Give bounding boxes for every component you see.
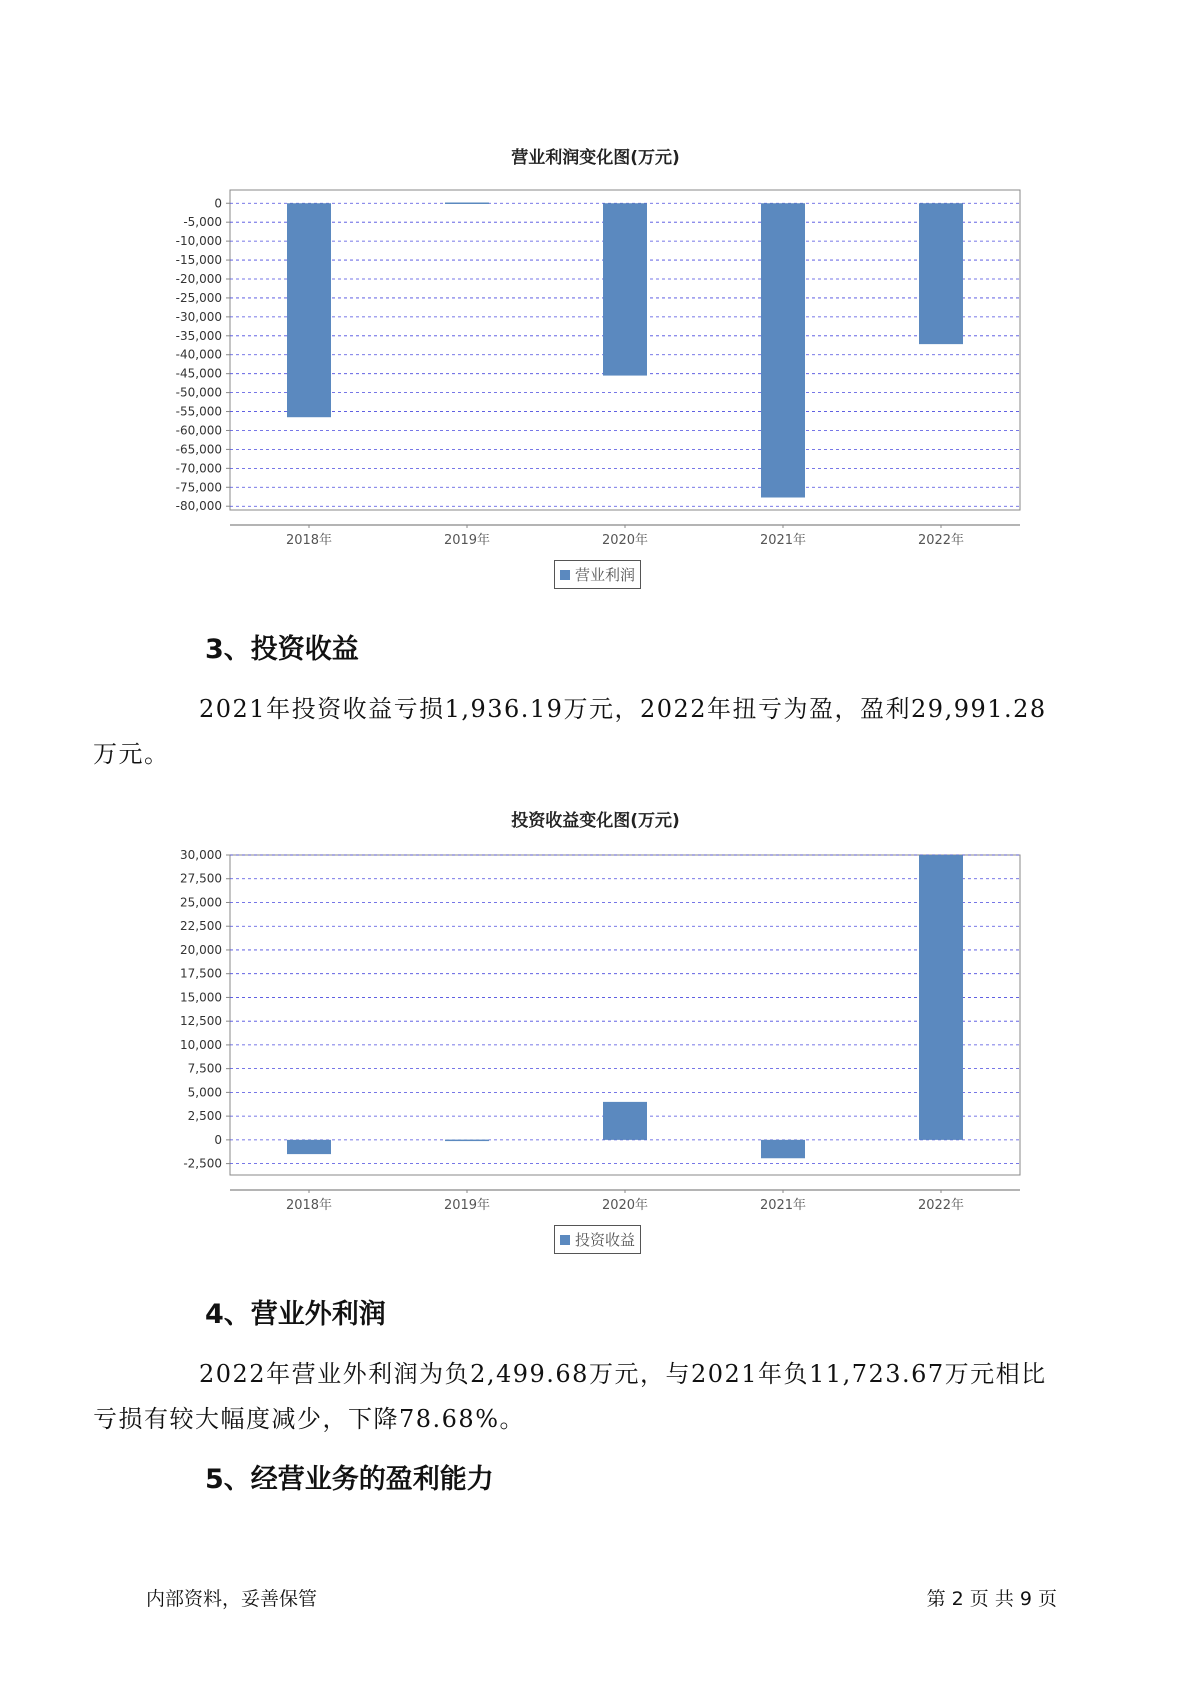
section-4-line2: 亏损有较大幅度减少，下降78.68%。 — [93, 1405, 526, 1433]
chart2-title: 投资收益变化图(万元) — [511, 811, 680, 831]
y-tick-label: -45,000 — [175, 366, 222, 381]
bar-2022年 — [919, 203, 963, 344]
y-tick-label: 0 — [214, 196, 222, 211]
x-tick-label: 2019年 — [443, 1198, 491, 1213]
footer-page-number: 第 2 页 共 9 页 — [926, 1588, 1057, 1610]
y-tick-label: 30,000 — [180, 848, 222, 862]
y-tick-label: -75,000 — [175, 480, 222, 495]
section-4-heading: 4、营业外利润 — [205, 1299, 386, 1330]
section-3-heading: 3、投资收益 — [205, 634, 359, 665]
y-tick-label: 15,000 — [180, 990, 222, 1005]
x-tick-label: 2020年 — [601, 533, 649, 548]
section-3-line1: 2021年投资收益亏损1,936.19万元，2022年扭亏为盈，盈利29,991.28 — [199, 695, 1047, 723]
bar-2021年 — [761, 1140, 805, 1158]
section-3-line2: 万元。 — [93, 740, 170, 768]
y-tick-label: -55,000 — [175, 404, 222, 419]
bar-2021年 — [761, 203, 805, 497]
x-tick-label: 2021年 — [759, 533, 807, 548]
x-tick-label: 2018年 — [285, 1198, 333, 1213]
y-tick-label: -2,500 — [183, 1156, 222, 1171]
y-tick-label: -15,000 — [175, 253, 222, 268]
section-4-line1: 2022年营业外利润为负2,499.68万元，与2021年负11,723.67万元相比 — [199, 1360, 1047, 1388]
y-tick-label: 25,000 — [180, 895, 222, 910]
legend-swatch-icon — [560, 570, 570, 580]
y-tick-label: 20,000 — [180, 942, 222, 957]
chart2-legend-label: 投资收益 — [575, 1231, 636, 1249]
x-tick-label: 2021年 — [759, 1198, 807, 1213]
section-4-paragraph — [93, 1352, 1061, 1442]
y-tick-label: 12,500 — [180, 1014, 222, 1029]
legend-swatch-icon — [560, 1235, 570, 1245]
y-tick-label: -60,000 — [175, 423, 222, 438]
y-tick-label: -40,000 — [175, 347, 222, 362]
bar-2022年 — [919, 855, 963, 1140]
y-tick-label: -25,000 — [175, 290, 222, 305]
bar-2019年 — [445, 202, 489, 204]
investment-income-chart — [150, 845, 1030, 1215]
bar-2020年 — [603, 203, 647, 375]
chart1-legend — [554, 560, 641, 589]
y-tick-label: -80,000 — [175, 499, 222, 514]
y-tick-label: 2,500 — [187, 1109, 222, 1124]
footer-confidential: 内部资料，妥善保管 — [146, 1588, 318, 1610]
bar-2018年 — [287, 203, 331, 417]
y-tick-label: -50,000 — [175, 385, 222, 400]
bar-2019年 — [445, 1140, 489, 1142]
chart1-legend-label: 营业利润 — [575, 566, 636, 584]
operating-profit-chart — [150, 180, 1030, 550]
y-tick-label: -10,000 — [175, 234, 222, 249]
y-tick-label: -35,000 — [175, 328, 222, 343]
bar-2020年 — [603, 1102, 647, 1140]
x-tick-label: 2018年 — [285, 533, 333, 548]
chart2-legend — [554, 1225, 641, 1254]
section-3-paragraph — [93, 687, 1061, 777]
y-tick-label: -70,000 — [175, 461, 222, 476]
x-tick-label: 2022年 — [917, 1198, 965, 1213]
y-tick-label: 27,500 — [180, 871, 222, 886]
bar-2018年 — [287, 1140, 331, 1154]
y-tick-label: -20,000 — [175, 271, 222, 286]
x-tick-label: 2019年 — [443, 533, 491, 548]
x-tick-label: 2020年 — [601, 1198, 649, 1213]
x-tick-label: 2022年 — [917, 533, 965, 548]
y-tick-label: 22,500 — [180, 919, 222, 934]
y-tick-label: -65,000 — [175, 442, 222, 457]
y-tick-label: 7,500 — [187, 1061, 222, 1076]
chart1-title: 营业利润变化图(万元) — [511, 148, 680, 168]
section-5-heading: 5、经营业务的盈利能力 — [205, 1464, 494, 1495]
y-tick-label: 17,500 — [180, 966, 222, 981]
y-tick-label: 10,000 — [180, 1037, 222, 1052]
y-tick-label: -5,000 — [183, 215, 222, 230]
y-tick-label: -30,000 — [175, 309, 222, 324]
y-tick-label: 0 — [214, 1132, 222, 1147]
y-tick-label: 5,000 — [187, 1085, 222, 1100]
